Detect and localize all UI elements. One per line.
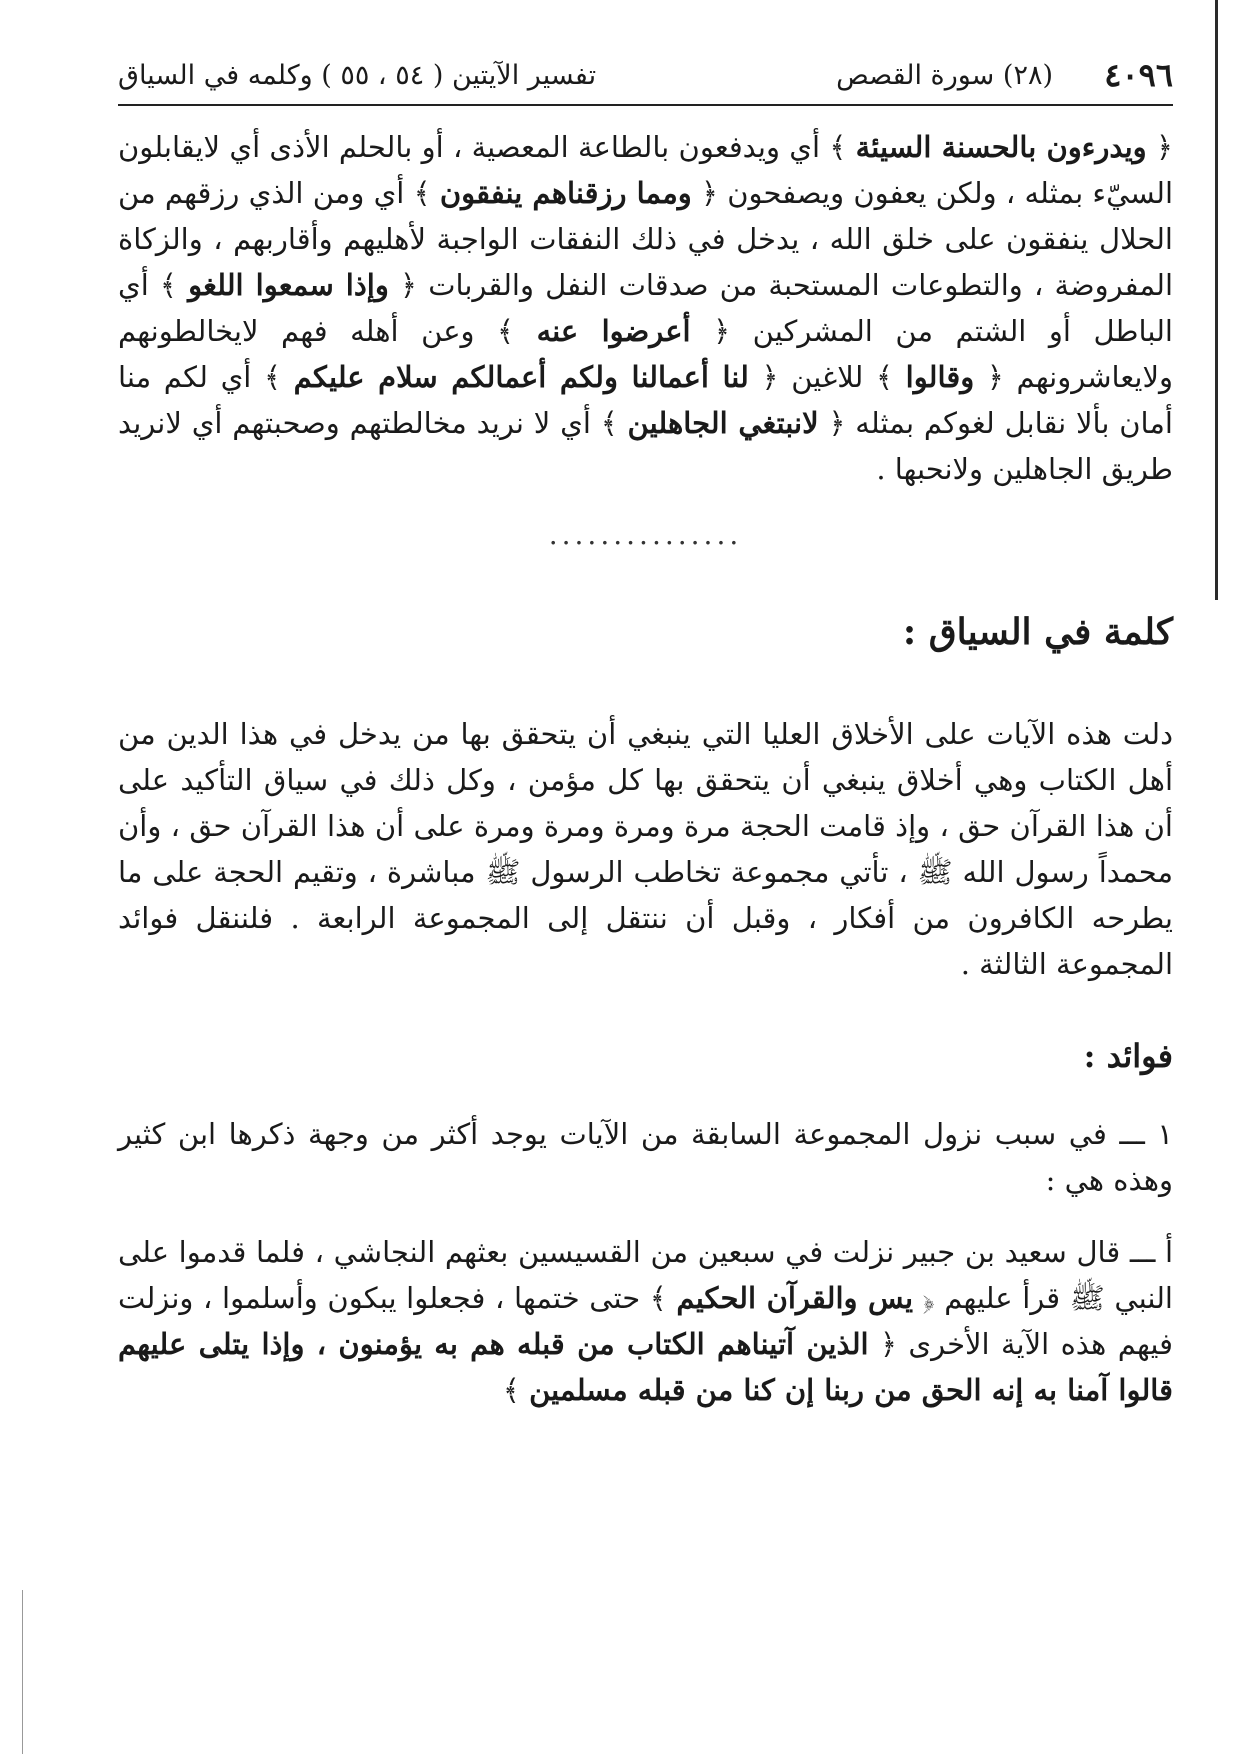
tafsir-text-run: ﴾ أي الباطل أو الشتم من المشركين ﴿ [118, 268, 1173, 348]
scan-edge-line-left [22, 1590, 23, 1754]
item-a-text-run: ﴾ حتى ختمها ، فجعلوا يبكون وأسلموا ، ونزلت فيهم هذه الآية الأخرى ﴿ [118, 1281, 1173, 1361]
item-a-quranic-phrase: الذين آتيناهم الكتاب من قبله هم به يؤمنون ، وإذا يتلى عليهم قالوا آمنا به إنه الحق من ربنا إن كنا من قبله مسلمين [118, 1327, 1173, 1407]
tafsir-text-run: ﴿ [1146, 130, 1173, 164]
page-number: ٤٠٩٦ [1104, 56, 1173, 94]
benefit-item-1: ١ ـــ في سبب نزول المجموعة السابقة من الآيات يوجد أكثر من وجهة ذكرها ابن كثير وهذه هي : [118, 1117, 1173, 1197]
book-page [118, 56, 1173, 1413]
tafsir-text-run: ﴾ وعن أهله فهم لايخالطونهم ولايعاشرونهم ﴿ [118, 314, 1173, 394]
section-divider: ............... [548, 518, 743, 551]
context-heading: كلمة في السياق : [902, 611, 1173, 653]
tafsir-paragraph [118, 124, 1173, 492]
scan-edge-line [1215, 0, 1218, 600]
context-paragraph: دلت هذه الآيات على الأخلاق العليا التي ينبغي أن يتحقق بها من يدخل في هذا الدين من أهل الكتاب وهي أخلاق ينبغي أن يتحقق بها كل مؤمن ، وكل ذلك في سياق التأكيد على أن هذا القرآن حق ، وإذ قامت الحجة مرة ومرة ومرة ومرة على أن هذا القرآن حق ، وأن محمداً رسول الله ﷺ ، تأتي مجموعة تخاطب الرسول ﷺ مباشرة ، وتقيم الحجة على ما يطرحه الكافرون من أفكار ، وقبل أن ننتقل إلى المجموعة الرابعة . فلننقل فوائد المجموعة الثالثة . [118, 717, 1173, 981]
benefit-item-a [118, 1229, 1173, 1413]
section-title: تفسير الآيتين ( ٥٤ ، ٥٥ ) وكلمه في السياق [118, 60, 597, 91]
item-a-text-run: ﴾ [502, 1373, 530, 1407]
item-a-text-run: أ ـــ قال سعيد بن جبير نزلت في سبعين من القسيسين بعثهم النجاشي ، فلما قدموا على النبي ﷺ قرأ عليهم ﴿ [118, 1235, 1173, 1315]
tafsir-quranic-phrase: لانبتغي الجاهلين [627, 406, 819, 440]
running-header [118, 56, 1173, 106]
tafsir-text-run: ﴾ أي ويدفعون بالطاعة المعصية ، أو بالحلم الأذى أي لايقابلون السيّء بمثله ، ولكن يعفون ويصفحون ﴿ [118, 130, 1174, 210]
surah-name: (٢٨) سورة القصص [836, 60, 1053, 91]
item-a-quranic-phrase: يس والقرآن الحكيم [676, 1281, 914, 1315]
tafsir-text-run: ﴾ للاغين ﴿ [748, 360, 906, 394]
tafsir-quranic-phrase: وقالوا [905, 360, 975, 394]
tafsir-quranic-phrase: ويدرءون بالحسنة السيئة [855, 130, 1147, 164]
tafsir-quranic-phrase: لنا أعمالنا ولكم أعمالكم سلام عليكم [293, 360, 749, 394]
tafsir-quranic-phrase: ومما رزقناهم ينفقون [439, 176, 692, 210]
tafsir-quranic-phrase: وإذا سمعوا اللغو [188, 268, 389, 302]
tafsir-quranic-phrase: أعرضوا عنه [536, 314, 691, 348]
tafsir-text-run: ﴾ أي لا نريد مخالطتهم وصحبتهم أي لانريد طريق الجاهلين ولانحبها . [118, 406, 1173, 486]
tafsir-text-run: ﴾ أي ومن الذي رزقهم من الحلال ينفقون على خلق الله ، يدخل في ذلك النفقات الواجبة لأهليهم وأقاربهم ، والزكاة المفروضة ، والتطوعات المستحبة من صدقات النفل والقربات ﴿ [118, 176, 1173, 302]
tafsir-text-run: ﴾ أي لكم منا أمان بألا نقابل لغوكم بمثله ﴿ [118, 360, 1173, 440]
benefits-heading: فوائد : [1083, 1037, 1173, 1075]
